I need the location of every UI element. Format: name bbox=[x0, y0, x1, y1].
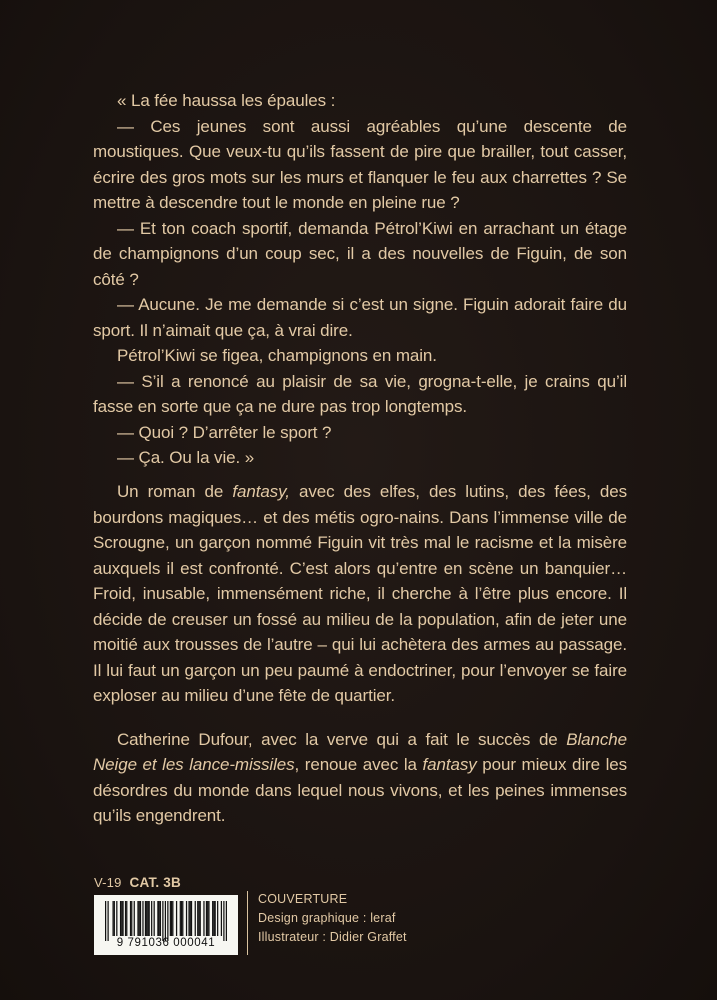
excerpt-line: — Ces jeunes sont aussi agréables qu’une descente de moustiques. Que veux-tu qu’ils fassent de pire que brailler, tout casser, écrire des gros mots sur les murs et flanquer le feu aux charrettes ? Se mettre à descendre tout le monde en pleine rue ? bbox=[93, 116, 627, 212]
barcode-bar bbox=[212, 901, 213, 936]
barcode-bar bbox=[198, 901, 199, 936]
barcode-bar bbox=[176, 901, 177, 936]
barcode-bar bbox=[134, 901, 135, 936]
barcode-bar bbox=[146, 901, 147, 936]
summary-text: , renoue avec la bbox=[294, 755, 423, 774]
barcode-bar bbox=[107, 901, 108, 941]
barcode-bar bbox=[120, 901, 121, 936]
barcode-bar bbox=[170, 901, 171, 936]
summary-italic: fantasy, bbox=[232, 482, 290, 501]
excerpt-line: — Aucune. Je me demande si c’est un signe. Figuin adorait faire du sport. Il n’aimait que ça, à vrai dire. bbox=[93, 295, 627, 340]
barcode-bar bbox=[131, 901, 132, 936]
barcode-bar bbox=[125, 901, 126, 936]
barcode-bar bbox=[171, 901, 172, 936]
vertical-divider bbox=[247, 891, 248, 955]
barcode-number: 9 791036 000041 bbox=[116, 937, 216, 949]
barcode-bar bbox=[145, 901, 146, 936]
barcode-bar bbox=[200, 901, 201, 936]
barcode-bar bbox=[167, 901, 168, 941]
barcode-bar bbox=[172, 901, 173, 936]
barcode-bar bbox=[213, 901, 214, 936]
barcode-bar bbox=[160, 901, 161, 936]
excerpt-line: « La fée haussa les épaules : bbox=[117, 91, 336, 110]
category-reference bbox=[94, 875, 181, 890]
barcode-bar bbox=[217, 901, 218, 936]
excerpt-line: — Ça. Ou la vie. » bbox=[117, 448, 255, 467]
summary-text: pour mieux dire les désordres du monde dans lequel nous vivons, et les peines immenses qu’ils engendrent. bbox=[93, 755, 628, 825]
credits-illustrator: Illustrateur : Didier Graffet bbox=[258, 930, 407, 944]
cover-credits bbox=[258, 890, 407, 947]
barcode-bar bbox=[180, 901, 181, 936]
barcode-bar bbox=[137, 901, 138, 936]
summary-paragraph-2 bbox=[93, 727, 627, 829]
barcode-bar bbox=[112, 901, 113, 936]
barcode-bar bbox=[121, 901, 122, 936]
credits-heading: COUVERTURE bbox=[258, 892, 348, 906]
summary-italic: Blanche Neige et les lance-missiles bbox=[93, 729, 627, 774]
barcode-bar bbox=[122, 901, 123, 936]
barcode-bar bbox=[223, 901, 224, 941]
barcode-bar bbox=[105, 901, 106, 941]
barcode-bar bbox=[142, 901, 143, 936]
summary-paragraph-1 bbox=[93, 479, 627, 709]
barcode-bar bbox=[207, 901, 208, 936]
book-summary bbox=[93, 479, 627, 829]
barcode-bar bbox=[126, 901, 127, 936]
barcode-bar bbox=[165, 901, 166, 941]
isbn-barcode bbox=[94, 895, 238, 955]
barcode-bar bbox=[149, 901, 150, 936]
barcode-bar bbox=[181, 901, 182, 936]
barcode-bar bbox=[114, 901, 115, 936]
barcode-bar bbox=[188, 901, 189, 936]
barcode-bar bbox=[147, 901, 148, 936]
barcode-bar bbox=[221, 901, 222, 936]
excerpt-line: Pétrol’Kiwi se figea, champignons en main. bbox=[117, 346, 437, 365]
barcode-bar bbox=[116, 901, 117, 936]
barcode-bar bbox=[203, 901, 204, 936]
barcode-bar bbox=[197, 901, 198, 936]
barcode-bar bbox=[159, 901, 160, 936]
book-excerpt bbox=[93, 88, 627, 471]
barcode-bar bbox=[215, 901, 216, 936]
barcode-bar bbox=[191, 901, 192, 936]
barcode-bar bbox=[162, 901, 163, 941]
reference-code: V-19 bbox=[94, 875, 122, 890]
credits-design: Design graphique : leraf bbox=[258, 911, 396, 925]
barcode-bar bbox=[195, 901, 196, 936]
barcode-bar bbox=[140, 901, 141, 936]
barcode-bar bbox=[182, 901, 183, 936]
excerpt-line: — Quoi ? D’arrêter le sport ? bbox=[117, 422, 332, 442]
summary-text: Catherine Dufour, avec la verve qui a fait le succès de bbox=[117, 729, 567, 749]
barcode-bar bbox=[206, 901, 207, 936]
barcode-bar bbox=[151, 901, 152, 936]
summary-text: Un roman de bbox=[117, 482, 233, 501]
barcode-bar bbox=[139, 901, 140, 936]
barcode-bar bbox=[154, 901, 155, 936]
barcode-bar bbox=[208, 901, 209, 936]
excerpt-line: — Et ton coach sportif, demanda Pétrol’Kiwi en arrachant un étage de champignons d’un coup sec, il a des nouvelles de Figuin, de son côté ? bbox=[93, 218, 627, 289]
barcode-bar bbox=[186, 901, 187, 936]
summary-italic: fantasy bbox=[422, 755, 477, 774]
barcode-bar bbox=[157, 901, 158, 936]
barcode-bar bbox=[130, 901, 131, 936]
barcode-bar bbox=[226, 901, 227, 941]
excerpt-line: — S’il a renoncé au plaisir de sa vie, grogna-t-elle, je crains qu’il fasse en sorte que ça ne dure pas trop longtemps. bbox=[93, 371, 627, 416]
barcode-bar bbox=[190, 901, 191, 936]
summary-text: avec des elfes, des lutins, des fées, des bourdons magiques… et des métis ogro-nains. Dans l’immense ville de Scrougne, un garçon nommé Figuin vit très mal le racisme et la misère auxquels il est confronté. C’est alors qu’entre en scène un banquier… Froid, inusable, immensément riche, il cherche à l’être plus encore. Il décide de creuser un fossé au milieu de la population, afin de jeter une moitié aux trousses de l’autre – qui lui achètera des armes au passage. Il lui faut un garçon un peu paumé à endoctriner, pour l’envoyer se faire exploser au milieu d’une fête de quartier. bbox=[93, 482, 628, 705]
category-label: CAT. 3B bbox=[129, 875, 181, 890]
